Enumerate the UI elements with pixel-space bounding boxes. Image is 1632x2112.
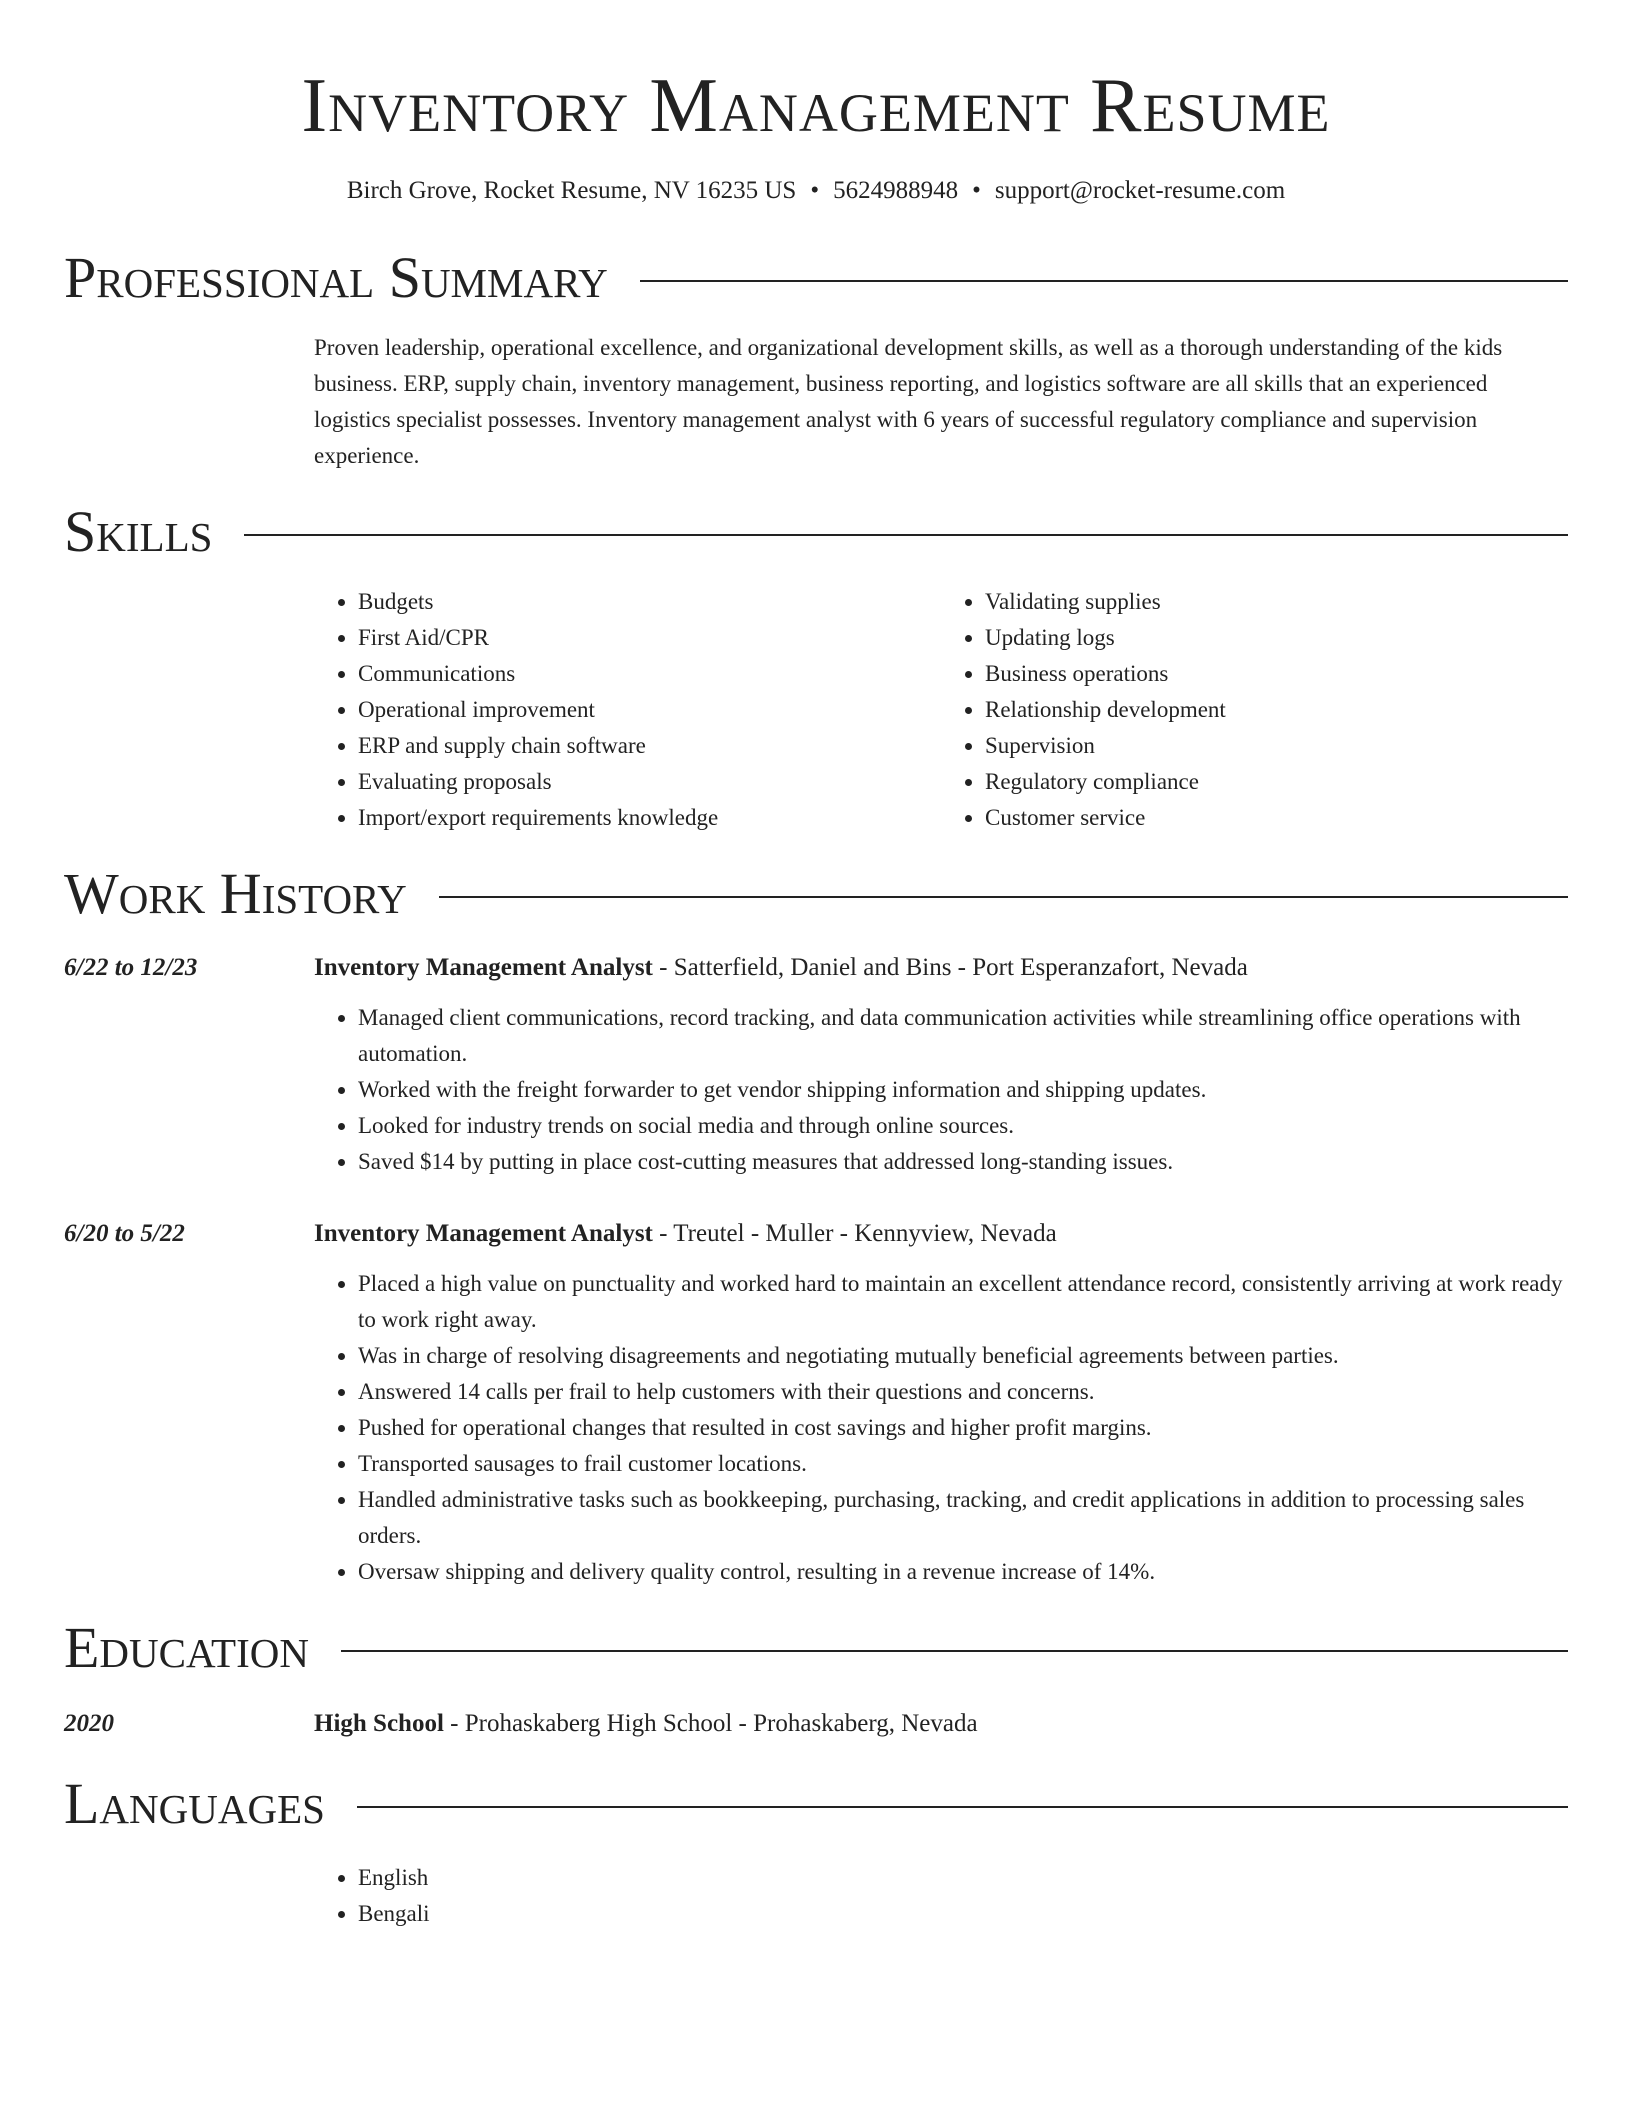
languages-section-header <box>64 1772 1568 1836</box>
section-divider <box>357 1806 1568 1808</box>
skill-item: • Budgets <box>358 584 941 620</box>
work-section-header <box>64 862 1568 926</box>
skill-item: • ERP and supply chain software <box>358 728 941 764</box>
skill-item: • Import/export requirements knowledge <box>358 800 941 836</box>
skill-item: • Updating logs <box>985 620 1568 656</box>
job-company: - Treutel - Muller - Kennyview, Nevada <box>652 1220 1057 1247</box>
contact-separator: • <box>810 177 820 204</box>
education-heading <box>314 1706 978 1742</box>
skill-item: • Evaluating proposals <box>358 764 941 800</box>
job-bullet: • Was in charge of resolving disagreements and negotiating mutually beneficial agreements between parties. <box>358 1338 1568 1374</box>
job-dates: 6/20 to 5/22 <box>64 1220 185 1247</box>
summary-section-header <box>64 246 1568 310</box>
section-divider <box>640 280 1568 282</box>
skill-item: • First Aid/CPR <box>358 620 941 656</box>
job-header <box>64 950 1568 986</box>
job-bullet: • Oversaw shipping and delivery quality control, resulting in a revenue increase of 14%. <box>358 1554 1568 1590</box>
job-heading <box>314 1216 1057 1252</box>
skill-item: • Supervision <box>985 728 1568 764</box>
summary-title: Professional Summary <box>64 245 608 310</box>
summary-text: Proven leadership, operational excellence, and organizational development skills, as well as a thorough understanding of the kids business. ERP, supply chain, inventory management, business reporting, and logistics software are all skills that an experienced logistics specialist possesses. Inventory management analyst with 6 years of successful regulatory compliance and supervision experience. <box>314 335 1503 468</box>
education-section-header <box>64 1616 1568 1680</box>
work-title: Work History <box>64 861 407 926</box>
contact-address: Birch Grove, Rocket Resume, NV 16235 US <box>346 177 797 204</box>
job-bullet: • Transported sausages to frail customer locations. <box>358 1446 1568 1482</box>
skill-item: • Validating supplies <box>985 584 1568 620</box>
job-title: Inventory Management Analyst <box>314 954 653 981</box>
job-company: - Satterfield, Daniel and Bins - Port Esperanzafort, Nevada <box>652 954 1248 981</box>
job-bullet: • Pushed for operational changes that resulted in cost savings and higher profit margins. <box>358 1410 1568 1446</box>
job-bullet: • Managed client communications, record tracking, and data communication activities while streamlining office operations with automation. <box>358 1000 1568 1072</box>
language-item: • English <box>358 1860 1568 1896</box>
contact-line <box>64 176 1568 206</box>
job-bullet: • Handled administrative tasks such as bookkeeping, purchasing, tracking, and credit applications in addition to processing sales orders. <box>358 1482 1568 1554</box>
skills-section-header <box>64 500 1568 564</box>
contact-phone: 5624988948 <box>833 177 959 204</box>
languages-title: Languages <box>64 1771 325 1836</box>
skills-title: Skills <box>64 499 213 564</box>
resume-name: Inventory Management Resume <box>301 62 1331 148</box>
skill-item: • Communications <box>358 656 941 692</box>
skill-item: • Operational improvement <box>358 692 941 728</box>
education-title: Education <box>64 1615 309 1680</box>
job-entry <box>64 950 1568 1180</box>
job-header <box>64 1216 1568 1252</box>
job-bullets <box>314 1000 1568 1180</box>
contact-email: support@rocket-resume.com <box>994 177 1286 204</box>
skill-item: • Relationship development <box>985 692 1568 728</box>
resume-page <box>64 0 1568 1932</box>
education-year: 2020 <box>64 1710 114 1737</box>
job-bullets <box>314 1266 1568 1590</box>
job-title: Inventory Management Analyst <box>314 1220 653 1247</box>
job-bullet: • Answered 14 calls per frail to help customers with their questions and concerns. <box>358 1374 1568 1410</box>
skills-column-left <box>314 584 941 836</box>
skill-item: • Business operations <box>985 656 1568 692</box>
skills-column-right <box>941 584 1568 836</box>
skill-item: • Regulatory compliance <box>985 764 1568 800</box>
contact-separator: • <box>972 177 981 204</box>
section-divider <box>244 534 1568 536</box>
education-school: - Prohaskaberg High School - Prohaskaberg, Nevada <box>443 1710 978 1737</box>
job-dates: 6/22 to 12/23 <box>64 954 198 981</box>
job-bullet: • Placed a high value on punctuality and worked hard to maintain an excellent attendance record, consistently arriving at work ready to work right away. <box>358 1266 1568 1338</box>
education-entry <box>64 1706 1568 1742</box>
languages-list <box>314 1860 1568 1932</box>
skill-item: • Customer service <box>985 800 1568 836</box>
job-heading <box>314 950 1248 986</box>
education-degree: High School <box>314 1710 444 1737</box>
skills-list <box>314 584 1568 836</box>
section-divider <box>439 896 1568 898</box>
job-bullet: • Looked for industry trends on social media and through online sources. <box>358 1108 1568 1144</box>
section-divider <box>341 1650 1568 1652</box>
language-item: • Bengali <box>358 1896 1568 1932</box>
job-bullet: • Saved $14 by putting in place cost-cutting measures that addressed long-standing issues. <box>358 1144 1568 1180</box>
job-entry <box>64 1216 1568 1590</box>
job-bullet: • Worked with the freight forwarder to get vendor shipping information and shipping updates. <box>358 1072 1568 1108</box>
